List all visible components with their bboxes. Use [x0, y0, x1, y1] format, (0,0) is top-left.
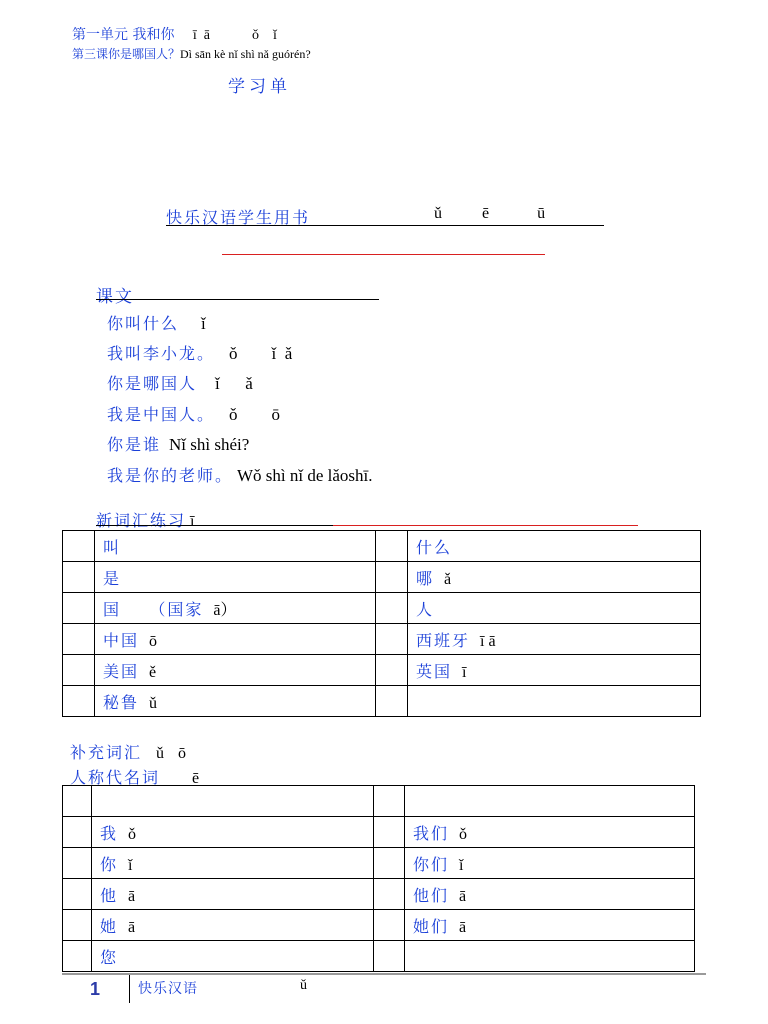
blank-cell [63, 910, 92, 941]
blank-cell [374, 786, 405, 817]
left-word-cell [92, 910, 374, 941]
right-word-cell [405, 879, 695, 910]
pronoun-table [62, 785, 695, 972]
pronoun-row [63, 848, 695, 879]
blank-cell [376, 531, 408, 562]
blank-cell [374, 879, 405, 910]
left-word-cell [92, 848, 374, 879]
blank-cell [374, 941, 405, 972]
vocab-heading-pinyin: ī [190, 513, 197, 530]
left-word-zh: 他 [100, 885, 119, 905]
right-word-pinyin: ā [459, 887, 467, 905]
footer-book-pinyin: ǔ [300, 978, 307, 993]
right-word-zh: 什么 [416, 537, 453, 557]
left-word-pinyin: ō [149, 632, 158, 650]
left-word-cell [95, 531, 376, 562]
blank-cell [376, 655, 408, 686]
left-word-pinyin: ǐ [128, 856, 133, 874]
supplement-heading [70, 740, 188, 763]
book-title-pinyin: ǔ ē ū [434, 205, 546, 222]
left-word-cell [92, 941, 374, 972]
text-line-pinyin: ǐ [201, 314, 206, 333]
worksheet-title: 学习单 [228, 77, 291, 97]
blank-cell [376, 593, 408, 624]
pronoun-row [63, 941, 695, 972]
text-line-zh: 我叫李小龙。 [107, 344, 216, 363]
right-word-cell [405, 817, 695, 848]
left-word-zh: 我 [100, 823, 119, 843]
blank-cell [374, 817, 405, 848]
text-line-pinyin: Nǐ shì shéi? [169, 435, 250, 454]
vocab-red-line [333, 525, 638, 526]
text-line [107, 432, 249, 455]
text-line-pinyin: Wǒ shì nǐ de lǎoshī. [237, 466, 373, 485]
right-word-cell [408, 624, 701, 655]
right-word-pinyin: ā [459, 918, 467, 936]
pronoun-row [63, 786, 695, 817]
vocab-row [63, 531, 701, 562]
right-word-cell [408, 531, 701, 562]
unit-title-zh: 第一单元 我和你 [72, 27, 175, 43]
text-line [107, 341, 292, 364]
blank-cell [374, 910, 405, 941]
left-word-cell [95, 624, 376, 655]
left-word-zh: 你 [100, 854, 119, 874]
blank-cell [63, 941, 92, 972]
text-line [107, 371, 253, 394]
right-word-cell [405, 786, 695, 817]
blank-cell [63, 686, 95, 717]
blank-cell [63, 624, 95, 655]
vocab-row [63, 624, 701, 655]
left-word-pinyin: ǒ [128, 825, 137, 843]
right-word-zh: 英国 [416, 661, 453, 681]
left-word-cell [95, 686, 376, 717]
text-line [107, 311, 206, 334]
pronoun-row [63, 817, 695, 848]
lesson-title [72, 45, 311, 62]
blank-cell [63, 562, 95, 593]
right-word-cell [408, 655, 701, 686]
vocab-row [63, 655, 701, 686]
text-line-zh: 你是谁 [107, 435, 162, 454]
pronoun-heading-pinyin: ē [192, 770, 202, 787]
vocab-heading-zh: 新词汇练习 [96, 511, 187, 530]
right-word-pinyin: ī ā [480, 632, 496, 650]
text-line-zh: 我是你的老师。 [107, 466, 234, 485]
text-line-pinyin: ǐ ǎ [215, 374, 253, 393]
blank-cell [63, 817, 92, 848]
blank-cell [63, 593, 95, 624]
left-word-cell [95, 562, 376, 593]
left-word-pinyin: ǔ [149, 694, 158, 712]
right-word-zh: 西班牙 [416, 630, 471, 650]
text-line-pinyin: ǒ ō [229, 405, 281, 424]
left-word-cell [95, 655, 376, 686]
right-word-zh: 她们 [413, 916, 450, 936]
supplement-heading-pinyin: ǔ ō [156, 745, 189, 762]
pronoun-heading-zh: 人称代名词 [70, 768, 161, 787]
vocab-row [63, 593, 701, 624]
right-word-pinyin: ī [462, 663, 467, 681]
lesson-title-zh: 第三课你是哪国人？ [72, 47, 181, 61]
blank-cell [63, 848, 92, 879]
unit-title-pinyin: ī ā ǒ ǐ [192, 28, 277, 43]
blank-cell [376, 686, 408, 717]
red-divider [222, 254, 545, 255]
blank-cell [374, 848, 405, 879]
left-word-zh: 她 [100, 916, 119, 936]
right-word-pinyin: ǐ [459, 856, 464, 874]
left-word-pinyin: ā） [213, 601, 237, 619]
left-word-zh: 秘鲁 [103, 692, 140, 712]
blank-cell [63, 655, 95, 686]
right-word-cell [405, 941, 695, 972]
text-section-underline [96, 299, 379, 300]
lesson-title-pinyin: Dì sān kè nǐ shì nǎ guórén? [180, 47, 311, 61]
left-word-zh: 美国 [103, 661, 140, 681]
left-word-cell [95, 593, 376, 624]
blank-cell [376, 624, 408, 655]
vocab-section-heading [96, 508, 196, 531]
footer-divider [62, 973, 706, 975]
right-word-cell [408, 593, 701, 624]
left-word-cell [92, 817, 374, 848]
footer-separator [129, 975, 130, 1003]
left-word-pinyin: ě [149, 663, 157, 681]
text-section-heading: 课文 [96, 287, 134, 307]
text-line-zh: 你是哪国人 [107, 374, 198, 393]
text-line [107, 463, 373, 486]
right-word-cell [405, 848, 695, 879]
vocab-row [63, 686, 701, 717]
right-word-pinyin: ǎ [444, 570, 452, 588]
vocab-row [63, 562, 701, 593]
right-word-cell [408, 686, 701, 717]
footer-book-title: 快乐汉语 [138, 981, 198, 997]
blank-cell [63, 531, 95, 562]
text-line-zh: 我是中国人。 [107, 405, 216, 424]
right-word-zh: 哪 [416, 568, 435, 588]
right-word-zh: 人 [416, 599, 435, 619]
text-line-pinyin: ǒ ǐ ǎ [229, 344, 293, 363]
left-word-zh: 中国 [103, 630, 140, 650]
supplement-heading-zh: 补充词汇 [70, 743, 143, 762]
pronoun-row [63, 879, 695, 910]
right-word-zh: 我们 [413, 823, 450, 843]
left-word-pinyin: ā [128, 918, 136, 936]
vocab-table [62, 530, 701, 717]
left-word-zh: 是 [103, 568, 122, 588]
right-word-cell [408, 562, 701, 593]
left-word-zh: 国 （国家 [103, 599, 204, 619]
left-word-pinyin: ā [128, 887, 136, 905]
unit-title [72, 24, 277, 44]
page-number: 1 [90, 979, 101, 999]
right-word-zh: 你们 [413, 854, 450, 874]
right-word-cell [405, 910, 695, 941]
blank-cell [63, 879, 92, 910]
left-word-cell [92, 879, 374, 910]
text-line [107, 402, 280, 425]
blank-cell [376, 562, 408, 593]
pronoun-row [63, 910, 695, 941]
right-word-pinyin: ǒ [459, 825, 468, 843]
book-title: 快乐汉语学生用书 [166, 208, 311, 227]
vocab-heading-underline [96, 525, 333, 526]
left-word-zh: 您 [100, 947, 119, 967]
right-word-zh: 他们 [413, 885, 450, 905]
blank-cell [63, 786, 92, 817]
left-word-cell [92, 786, 374, 817]
left-word-zh: 叫 [103, 537, 122, 557]
text-line-zh: 你叫什么 [107, 314, 180, 333]
